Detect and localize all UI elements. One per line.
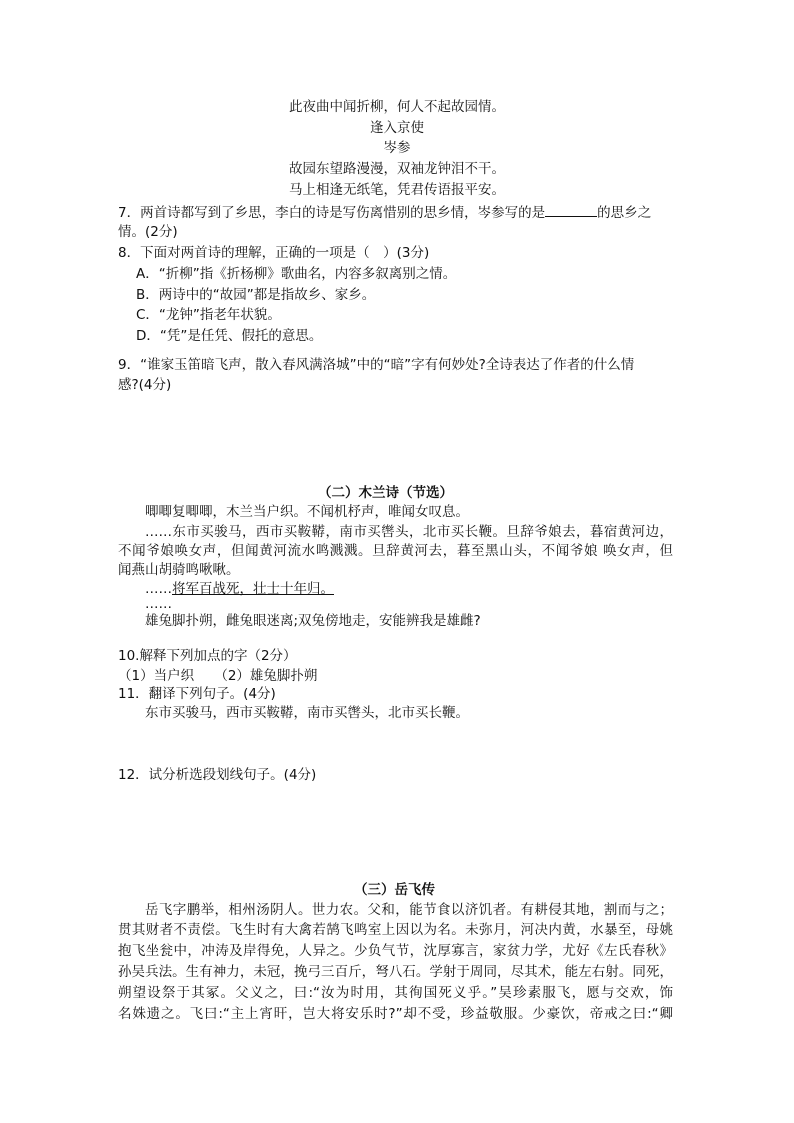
question-8-option-c: C．“龙钟”指老年状貌。 — [136, 307, 281, 323]
question-8-option-a: A．“折柳”指《折杨柳》歌曲名，内容多叙离别之情。 — [136, 266, 457, 282]
poem2-title: 逢入京使 — [370, 120, 424, 136]
answer-blank[interactable] — [545, 203, 597, 217]
question-9-line-2: 感?(4分) — [118, 377, 172, 393]
question-10-stem: 10.解释下列加点的字（2分） — [118, 648, 297, 664]
mulan-ellipsis: …… — [145, 596, 172, 612]
question-8-option-b: B．两诗中的“故园”都是指故乡、家乡。 — [136, 287, 376, 303]
yuefei-line-1: 岳飞字鹏举，相州汤阴人。世力农。父和，能节食以济饥者。有耕侵其地，割而与之； — [145, 902, 673, 918]
yuefei-line-4: 孙吴兵法。生有神力，未冠，挽弓三百斤，弩八石。学射于周同，尽其术，能左右射。同死， — [118, 964, 673, 980]
yuefei-line-5: 朔望设祭于其冢。父义之，曰:“汝为时用，其徇国死义乎。”吴珍素服飞，愿与交欢，饰 — [118, 985, 673, 1001]
section-2-title: （二）木兰诗（节选） — [318, 485, 453, 501]
mulan-p2-line-1: ……东市买骏马，西市买鞍鞯，南市买辔头，北市买长鞭。旦辞爷娘去，暮宿黄河边， — [145, 524, 673, 540]
question-10-items: （1）当户织 （2）雄兔脚扑朔 — [118, 668, 318, 684]
underlined-sentence: 将军百战死，壮士十年归。 — [172, 581, 334, 597]
question-11-sentence: 东市买骏马，西市买鞍鞯，南市买辔头，北市买长鞭。 — [145, 705, 469, 721]
question-12-stem: 12．试分析选段划线句子。(4分) — [118, 767, 317, 783]
poem2-author: 岑参 — [383, 140, 411, 156]
question-7-text-a: 7．两首诗都写到了乡思，李白的诗是写伤离惜别的思乡情，岑参写的是 — [118, 205, 546, 221]
mulan-p2-line-3: 闻燕山胡骑鸣啾啾。 — [118, 562, 240, 578]
mulan-p3-prefix: …… — [145, 581, 172, 597]
poem1-last-line: 此夜曲中闻折柳，何人不起故园情。 — [289, 99, 505, 115]
question-8-stem: 8．下面对两首诗的理解，正确的一项是（ ）(3分) — [118, 245, 430, 261]
poem2-line-2: 马上相逢无纸笔，凭君传语报平安。 — [289, 182, 505, 198]
question-9-line-1: 9．“谁家玉笛暗飞声，散入春风满洛城”中的“暗”字有何妙处?全诗表达了作者的什么情 — [118, 357, 635, 373]
poem2-line-1: 故园东望路漫漫，双袖龙钟泪不干。 — [289, 161, 505, 177]
mulan-line-1: 唧唧复唧唧，木兰当户织。不闻机杼声，唯闻女叹息。 — [145, 504, 469, 520]
yuefei-line-2: 贯其财者不责偿。飞生时有大禽若鹄飞鸣室上因以为名。未弥月，河决内黄，水暴至，母姚 — [118, 922, 673, 938]
mulan-p2-line-2: 不闻爷娘唤女声，但闻黄河流水鸣溅溅。旦辞黄河去，暮至黑山头，不闻爷娘 唤女声，但 — [118, 543, 673, 559]
question-8-option-d: D．“凭”是任凭、假托的意思。 — [136, 328, 323, 344]
mulan-p3 — [145, 580, 334, 598]
question-7 — [118, 203, 651, 222]
yuefei-line-6: 名姝遗之。飞曰:“主上宵旰，岂大将安乐时?”却不受，珍益敬服。少豪饮，帝戒之曰:“卿 — [118, 1006, 673, 1022]
mulan-p4: 雄兔脚扑朔，雌兔眼迷离;双兔傍地走，安能辨我是雄雌? — [145, 613, 481, 629]
question-11-stem: 11．翻译下列句子。(4分) — [118, 686, 276, 702]
question-7-text-b: 的思乡之 — [597, 205, 652, 221]
question-7-line-2: 情。(2分) — [118, 224, 178, 240]
yuefei-line-3: 抱飞坐瓮中，冲涛及岸得免，人异之。少负气节，沈厚寡言，家贫力学，尤好《左氏春秋》 — [118, 943, 673, 959]
section-3-title: （三）岳飞传 — [354, 882, 435, 898]
